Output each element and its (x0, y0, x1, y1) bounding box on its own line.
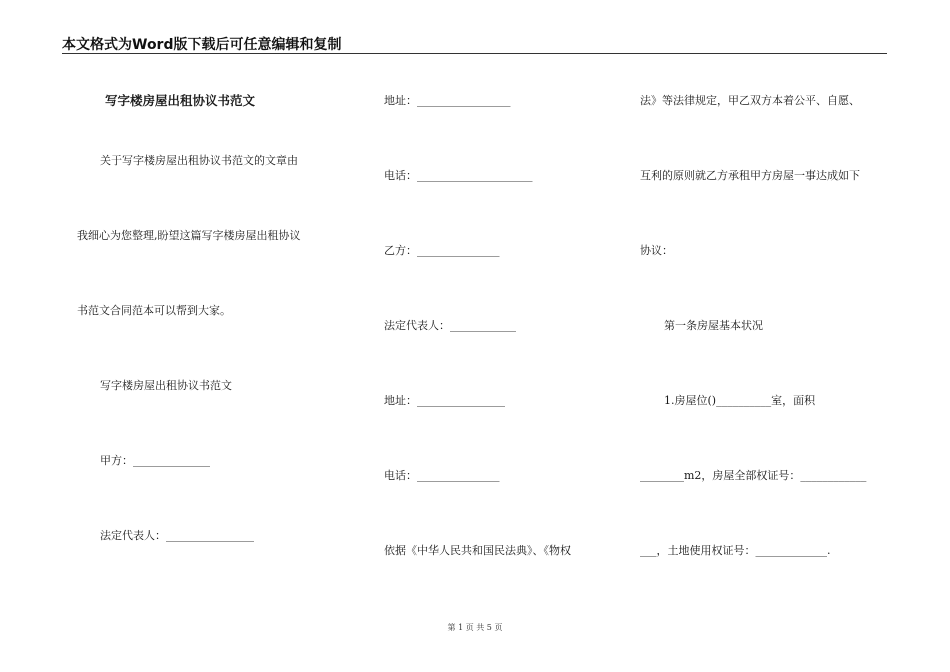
body-line: 书范文合同范本可以帮到大家。 (77, 304, 231, 317)
body-line: 电话：_______________ (384, 469, 500, 482)
body-line: ________m2，房屋全部权证号：____________ (640, 469, 867, 482)
body-line: 地址：________________ (384, 394, 505, 407)
body-line: 写字楼房屋出租协议书范文 (100, 379, 232, 392)
body-line: 我细心为您整理,盼望这篇写字楼房屋出租协议 (77, 229, 301, 242)
page-footer: 第 1 页 共 5 页 (447, 623, 503, 632)
header-text: 本文格式为Word版下载后可任意编辑和复制 (62, 37, 342, 53)
document-title: 写字楼房屋出租协议书范文 (105, 93, 256, 108)
body-line: 法》等法律规定，甲乙双方本着公平、自愿、 (640, 94, 860, 107)
body-line: 关于写字楼房屋出租协议书范文的文章由 (100, 154, 298, 167)
body-line: 第一条房屋基本状况 (664, 319, 763, 332)
body-line: 法定代表人：____________ (384, 319, 516, 332)
body-line: 协议： (640, 244, 673, 257)
body-line: 地址：_________________ (384, 94, 511, 107)
body-line: 乙方：_______________ (384, 244, 500, 257)
body-line: 互利的原则就乙方承租甲方房屋一事达成如下 (640, 169, 860, 182)
body-line: 电话：_____________________ (384, 169, 533, 182)
body-line: ___，土地使用权证号：_____________. (640, 544, 831, 557)
body-line: 1.房屋位()__________室，面积 (664, 394, 816, 407)
body-line: 法定代表人：________________ (100, 529, 254, 542)
body-line: 依据《中华人民共和国民法典》、《物权 (384, 544, 571, 557)
body-line: 甲方：______________ (100, 454, 210, 467)
